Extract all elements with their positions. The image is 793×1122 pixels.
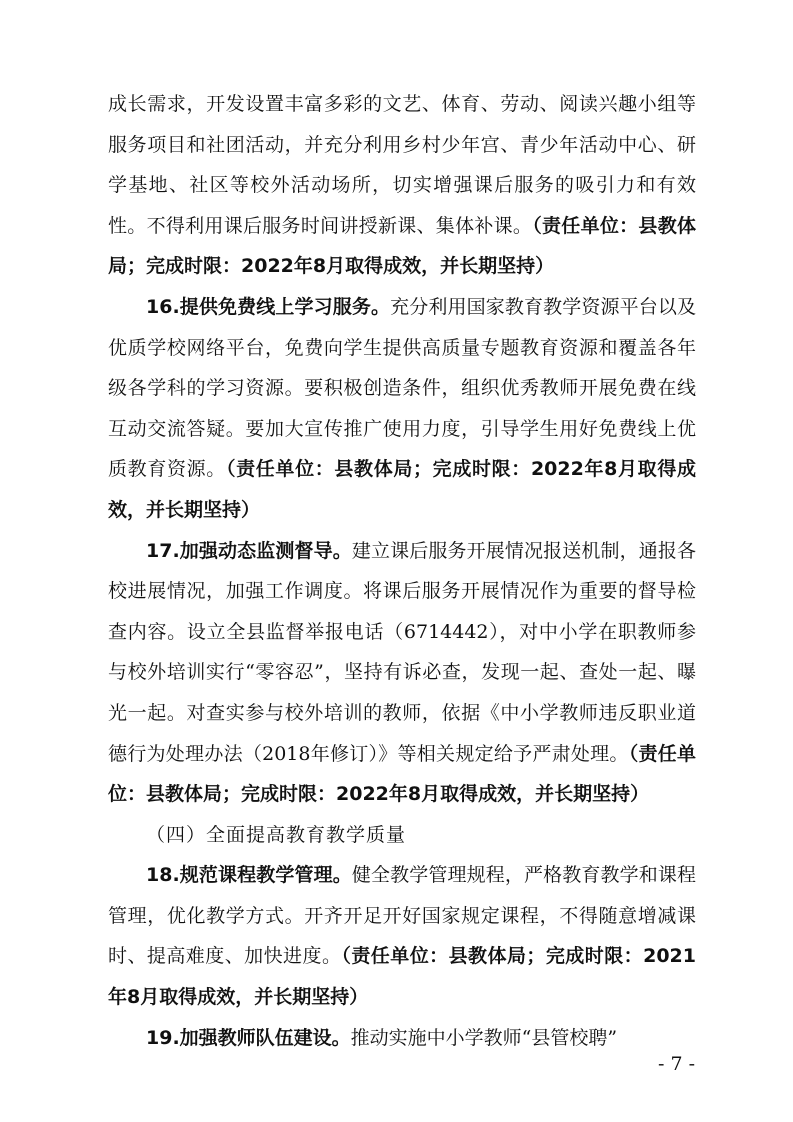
paragraph-text: 健全教学管理规程，严格教育教学和课程管理，优化教学方式。开齐开足开好国家规定课程，不得随意增减课时、提高难度、加快进度。 bbox=[108, 864, 696, 968]
paragraph-item-18 bbox=[108, 855, 696, 1017]
document-body bbox=[108, 84, 696, 1058]
paragraph-text: 成长需求，开发设置丰富多彩的文艺、体育、劳动、阅读兴趣小组等服务项目和社团活动，并充分利用乡村少年宫、青少年活动中心、研学基地、社区等校外活动场所，切实增强课后服务的吸引力和有效性。不得利用课后服务时间讲授新课、集体补课。 bbox=[108, 93, 696, 237]
item-heading: 16.提供免费线上学习服务。 bbox=[146, 295, 391, 318]
paragraph-text: 建立课后服务开展情况报送机制，通报各校进展情况，加强工作调度。将课后服务开展情况作为重要的督导检查内容。设立全县监督举报电话（6714442），对中小学在职教师参与校外培训实行“零容忍”，坚持有诉必查，发现一起、查处一起、曝光一起。对查实参与校外培训的教师，依据《中小学教师违反职业道德行为处理办法（2018年修订）》等相关规定给予严肃处理。 bbox=[108, 539, 696, 765]
responsibility-note: （责任单位：县教体局；完成时限：2022年8月取得成效，并长期坚持） bbox=[108, 458, 696, 521]
responsibility-note: （责任单位：县教体局；完成时限：2021年8月取得成效，并长期坚持） bbox=[108, 945, 696, 1009]
item-heading: 18.规范课程教学管理。 bbox=[146, 864, 352, 887]
paragraph-item-17 bbox=[108, 531, 696, 815]
paragraph-continued bbox=[108, 84, 696, 287]
item-heading: 17.加强动态监测督导。 bbox=[146, 539, 352, 562]
paragraph-text: 推动实施中小学教师“县管校聘” bbox=[350, 1026, 618, 1049]
paragraph-item-19 bbox=[108, 1018, 696, 1059]
page-number: - 7 - bbox=[657, 1053, 695, 1075]
paragraph-text: 充分利用国家教育教学资源平台以及优质学校网络平台，免费向学生提供高质量专题教育资源和覆盖各年级各学科的学习资源。要积极创造条件，组织优秀教师开展免费在线互动交流答疑。要加大宣传推广使用力度，引导学生用好免费线上优质教育资源。 bbox=[108, 295, 696, 481]
responsibility-note: （责任单位：县教体局；完成时限：2022年8月取得成效，并长期坚持） bbox=[108, 214, 696, 278]
paragraph-item-16 bbox=[108, 287, 696, 531]
responsibility-note: （责任单位：县教体局；完成时限：2022年8月取得成效，并长期坚持） bbox=[108, 742, 696, 806]
section-subheading: （四）全面提高教育教学质量 bbox=[146, 823, 407, 846]
item-heading: 19.加强教师队伍建设。 bbox=[146, 1026, 351, 1049]
